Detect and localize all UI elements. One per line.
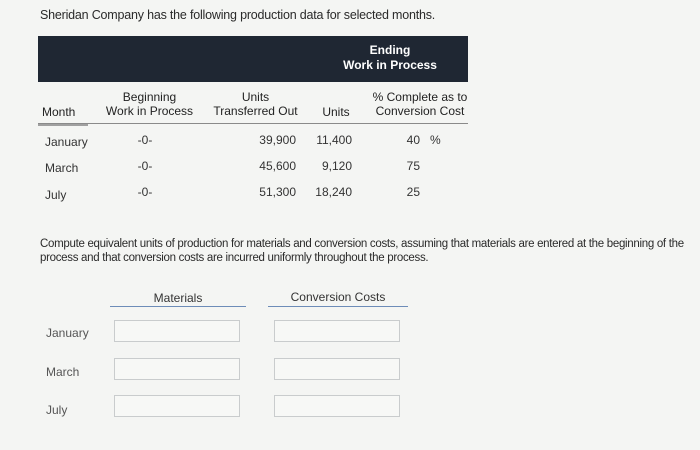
- col-header-beginning-line2: Work in Process: [105, 104, 194, 118]
- row-january-beginning: -0-: [137, 133, 153, 147]
- materials-header-rule: [110, 306, 246, 307]
- row-july-pct: 25: [406, 185, 420, 199]
- july-materials-input[interactable]: [114, 395, 240, 417]
- col-header-units: [312, 105, 360, 119]
- row-march-beginning: -0-: [137, 159, 153, 173]
- january-materials-input[interactable]: [114, 320, 240, 342]
- row-march-pct: 75: [406, 159, 420, 173]
- col-header-units-text: Units: [322, 105, 350, 119]
- col-header-month-text: Month: [42, 105, 76, 119]
- header-divider-accent: [38, 124, 88, 126]
- col-header-pct-complete: [368, 90, 472, 118]
- col-header-beginning-wip: [102, 90, 197, 118]
- col-header-pct-line2: Conversion Cost: [375, 104, 465, 118]
- row-march-transferred: 45,600: [259, 159, 296, 173]
- answer-row-january-label: January: [46, 326, 89, 340]
- col-header-pct-line1: % Complete as to: [372, 90, 468, 104]
- row-january-pct-sign: %: [430, 133, 441, 147]
- col-header-transferred-line2: Transferred Out: [213, 104, 298, 118]
- march-conversion-input[interactable]: [274, 358, 400, 380]
- col-header-units-transferred: [208, 90, 303, 118]
- conversion-header-rule: [268, 306, 408, 307]
- row-january-transferred: 39,900: [259, 133, 296, 147]
- question-text: Compute equivalent units of production for materials and conversion costs, assuming that materials are entered at the beginning of the process and that conversion costs are incurred uniformly throughout the process.: [40, 238, 684, 264]
- col-header-month: [42, 105, 82, 119]
- header-divider: [38, 123, 468, 124]
- problem-intro: Sheridan Company has the following production data for selected months.: [40, 8, 436, 22]
- row-july-units: 18,240: [315, 185, 352, 199]
- row-march-units: 9,120: [321, 159, 352, 173]
- ending-wip-header: [340, 43, 440, 73]
- col-header-beginning-line1: Beginning: [122, 90, 177, 104]
- row-july-transferred: 51,300: [259, 185, 296, 199]
- ending-wip-header-text: Ending Work in Process: [343, 43, 437, 72]
- january-conversion-input[interactable]: [274, 320, 400, 342]
- row-january-units: 11,400: [316, 133, 352, 147]
- answer-row-march-label: March: [46, 365, 80, 379]
- conversion-column-header: Conversion Costs: [290, 290, 386, 304]
- row-january-pct: 40: [406, 133, 420, 147]
- answer-row-july-label: July: [46, 403, 68, 417]
- row-july-beginning: -0-: [137, 185, 153, 199]
- row-march-month: March: [45, 161, 79, 175]
- materials-column-header: Materials: [153, 291, 203, 305]
- july-conversion-input[interactable]: [274, 395, 400, 417]
- row-july-month: July: [45, 188, 67, 202]
- col-header-transferred-line1: Units: [241, 90, 270, 104]
- march-materials-input[interactable]: [114, 358, 240, 380]
- table-header-bar: [38, 36, 468, 82]
- row-january-month: January: [45, 135, 88, 149]
